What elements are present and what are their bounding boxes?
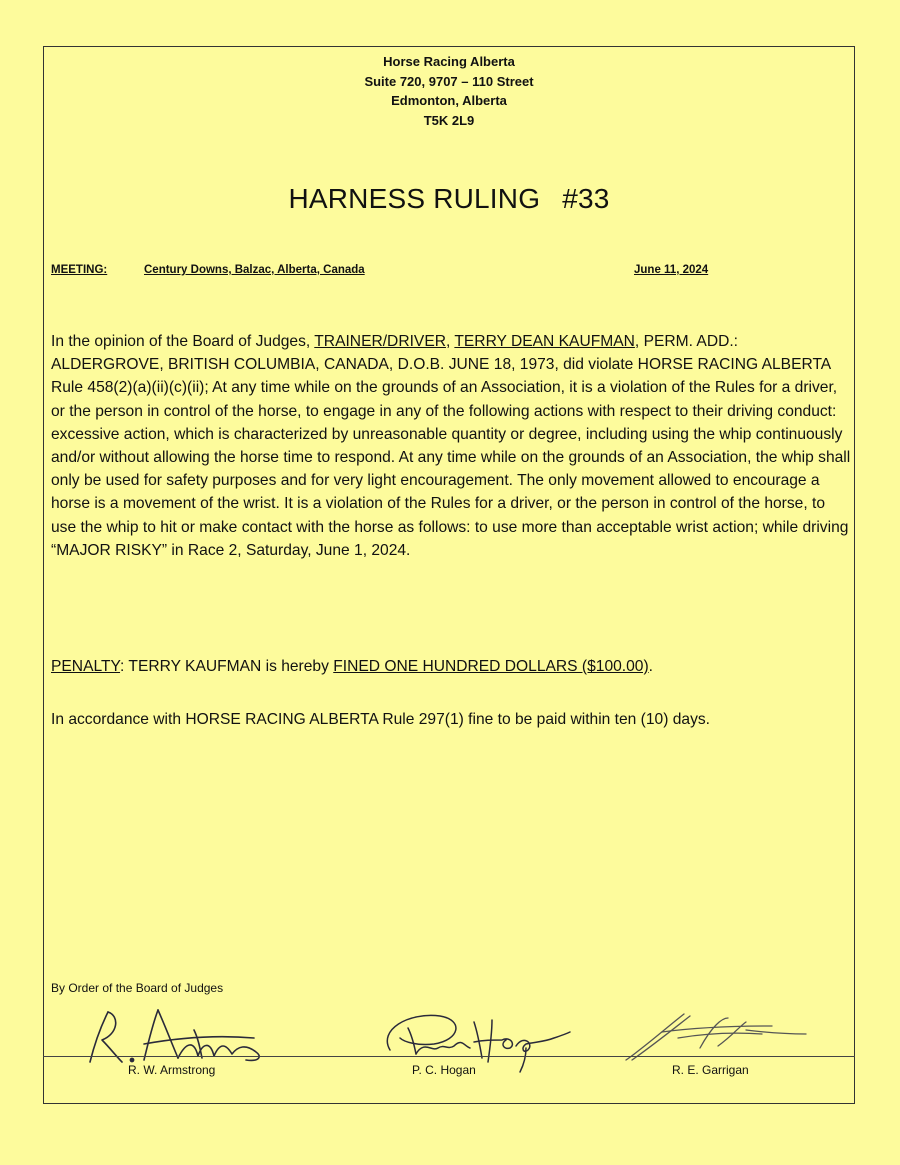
- address-line-1: Suite 720, 9707 – 110 Street: [364, 73, 534, 89]
- penalty-statement: [51, 658, 851, 676]
- address-line-2: Edmonton, Alberta: [391, 93, 507, 108]
- ruling-intro: In the opinion of the Board of Judges,: [51, 333, 315, 350]
- ruling-title: [43, 183, 855, 215]
- penalty-text: : TERRY KAUFMAN is hereby: [120, 658, 334, 675]
- ruling-number: #33: [562, 183, 610, 214]
- judge-name-armstrong: R. W. Armstrong: [128, 1063, 216, 1077]
- judge-name-garrigan: R. E. Garrigan: [672, 1063, 749, 1077]
- ruling-title-text: HARNESS RULING: [288, 183, 541, 214]
- ruling-separator: ,: [445, 333, 455, 350]
- judge-name-hogan: P. C. Hogan: [412, 1063, 476, 1077]
- ruling-role: TRAINER/DRIVER: [314, 333, 446, 350]
- postal-code: T5K 2L9: [423, 112, 475, 128]
- board-order: By Order of the Board of Judges: [51, 981, 224, 995]
- ruling-details: , PERM. ADD.: ALDERGROVE, BRITISH COLUMBIA, CANADA, D.O.B. JUNE 18, 1973, did violate HORSE RACING ALBERTA Rule 458(2)(a)(ii)(c)(ii); At any time while on the grounds of an Association, it is a violation of the Rules for a driver, or the person in control of the horse, to engage in any of the following actions with respect to their driving conduct: excessive action, which is characterized by unreasonable quantity or degree, including using the whip continuously and/or without allowing the horse time to respond. At any time while on the grounds of an Association, the whip shall only be used for safety purposes and for very light encouragement. The only movement allowed to encourage a horse is a movement of the wrist. It is a violation of the Rules for a driver, or the person in control of the horse, to use the whip to hit or make contact with the horse as follows: to use more than acceptable wrist action; while driving “MAJOR RISKY” in Race 2, Saturday, June 1, 2024.: [51, 333, 851, 559]
- armstrong-signature-icon: [86, 1004, 286, 1072]
- penalty-end: .: [648, 658, 654, 675]
- penalty-fine: FINED ONE HUNDRED DOLLARS ($100.00): [333, 658, 649, 675]
- penalty-label: PENALTY: [51, 658, 121, 675]
- meeting-date: June 11, 2024: [634, 264, 709, 276]
- signature-line: [43, 1056, 855, 1057]
- ruling-person-name: TERRY DEAN KAUFMAN: [454, 333, 635, 350]
- payment-terms: In accordance with HORSE RACING ALBERTA Rule 297(1) fine to be paid within ten (10) days.: [51, 711, 711, 728]
- meeting-venue: Century Downs, Balzac, Alberta, Canada: [144, 264, 365, 276]
- hogan-signature-icon: [378, 1010, 574, 1074]
- letterhead: [43, 52, 855, 130]
- garrigan-signature-icon: [622, 1012, 810, 1062]
- meeting-label: MEETING:: [51, 264, 108, 276]
- org-name: Horse Racing Alberta: [383, 54, 515, 69]
- ruling-body: [51, 330, 851, 562]
